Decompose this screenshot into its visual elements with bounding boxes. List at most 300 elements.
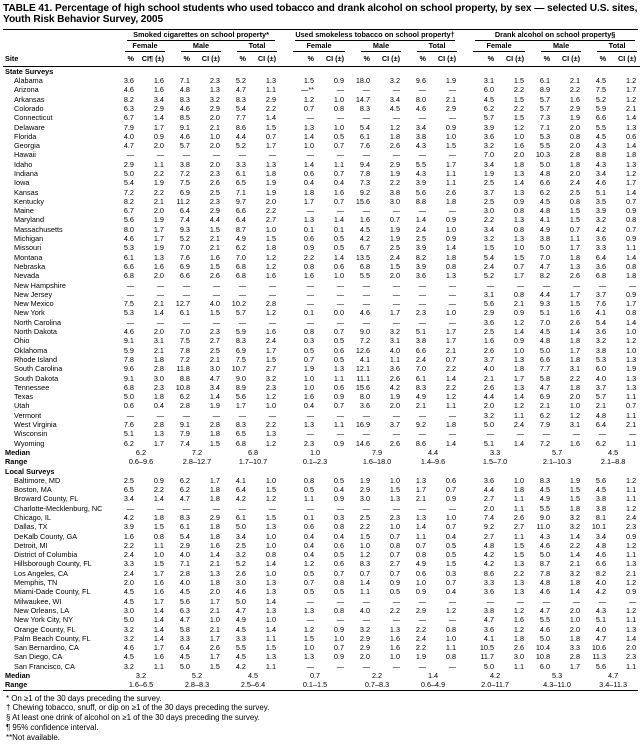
value-cell: 4.8 <box>539 206 551 216</box>
value-cell: 0.4 <box>303 550 315 560</box>
table-row <box>3 429 640 438</box>
value-cell: 2.1 <box>513 299 525 309</box>
site-cell: Rhode Island <box>14 354 58 364</box>
value-cell: 0.7 <box>333 401 345 411</box>
value-cell: 2.7 <box>483 494 495 504</box>
pct-column-header: % <box>227 52 253 66</box>
summary-value-cell: 2.5–6.4 <box>240 680 266 690</box>
subgroup-male-label: Male <box>361 41 401 52</box>
value-cell: 4.2 <box>123 512 134 522</box>
value-cell: 6.7 <box>123 113 134 123</box>
summary-label: Median <box>5 671 31 681</box>
value-cell: 3.7 <box>595 382 607 392</box>
value-cell: 0.7 <box>569 224 581 234</box>
value-cell: 2.0 <box>153 206 164 216</box>
value-cell: 1.3 <box>625 624 637 634</box>
value-cell: 1.0 <box>445 633 457 643</box>
value-cell: — <box>418 299 427 309</box>
value-cell: 1.7 <box>209 475 220 485</box>
value-cell: 2.4 <box>415 633 427 643</box>
value-cell: 5.4 <box>483 252 495 262</box>
value-cell: 4.1 <box>483 633 495 643</box>
site-cell: San Francisco, CA <box>14 661 75 671</box>
value-cell: — <box>362 429 371 439</box>
value-cell: 5.7 <box>235 308 246 318</box>
value-cell: 1.2 <box>513 624 525 634</box>
value-cell: — <box>182 317 190 327</box>
value-cell: 5.1 <box>539 308 551 318</box>
value-cell: 8.2 <box>595 568 607 578</box>
summary-value-cell: 4.3–11.0 <box>543 680 571 690</box>
summary-value-cell: 2.8–8.3 <box>184 680 210 690</box>
summary-value-cell: 4.4 <box>427 447 439 457</box>
value-cell: 3.3 <box>235 633 246 643</box>
value-cell: 1.1 <box>445 401 457 411</box>
value-cell: 0.6 <box>625 131 637 141</box>
value-cell: 2.5 <box>483 178 495 188</box>
value-cell: 4.8 <box>595 540 607 550</box>
table-row <box>3 76 640 85</box>
value-cell: 1.0 <box>303 141 315 151</box>
value-cell: 4.2 <box>389 382 401 392</box>
value-cell: 5.5 <box>539 141 551 151</box>
value-cell: 0.5 <box>303 568 315 578</box>
value-cell: 3.0 <box>123 605 134 615</box>
value-cell: 1.3 <box>265 159 277 169</box>
value-cell: 1.6 <box>303 271 315 281</box>
value-cell: — <box>392 596 401 606</box>
value-cell: 1.1 <box>265 85 277 95</box>
value-cell: 1.8 <box>569 252 581 262</box>
summary-value-cell: 6.8 <box>247 447 259 457</box>
value-cell: 6.1 <box>539 76 551 86</box>
table-title: TABLE 41. Percentage of high school students who used tobacco and drank alcohol on school property, by sex — selected U.S. sites, Youth Risk Behavior Survey, 2005 <box>3 3 638 26</box>
value-cell: 8.8 <box>415 196 427 206</box>
value-cell: 1.0 <box>303 643 315 653</box>
value-cell: 4.2 <box>483 550 495 560</box>
value-cell: 1.3 <box>209 85 220 95</box>
value-cell: 0.7 <box>445 354 457 364</box>
value-cell: — <box>448 280 457 290</box>
value-cell: 6.4 <box>179 206 190 216</box>
value-cell: 0.9 <box>153 131 164 141</box>
value-cell: 0.7 <box>415 540 427 550</box>
value-cell: 2.1 <box>209 234 220 244</box>
value-cell: 1.5 <box>513 540 525 550</box>
summary-value-cell: 0.6–4.9 <box>420 680 446 690</box>
value-cell: 1.6 <box>513 615 525 625</box>
value-cell: — <box>628 429 637 439</box>
value-cell: 3.2 <box>569 512 581 522</box>
value-cell: 2.2 <box>483 215 495 225</box>
value-cell: 2.0 <box>209 159 220 169</box>
value-cell: 2.1 <box>209 624 220 634</box>
value-cell: 1.3 <box>625 159 637 169</box>
site-cell: Milwaukee, WI <box>14 596 62 606</box>
value-cell: — <box>448 429 457 439</box>
value-cell: 2.0 <box>123 578 134 588</box>
table-row <box>3 532 640 541</box>
value-cell: 3.3 <box>235 159 246 169</box>
table-row <box>3 308 640 317</box>
value-cell: 5.0 <box>539 345 551 355</box>
value-cell: — <box>126 503 134 513</box>
table-row <box>3 327 640 336</box>
value-cell: 1.7 <box>625 299 637 309</box>
value-cell: 1.4 <box>265 596 277 606</box>
value-cell: 5.5 <box>235 643 246 653</box>
value-cell: 0.4 <box>303 178 315 188</box>
value-cell: 1.4 <box>569 327 581 337</box>
value-cell: 1.1 <box>445 643 457 653</box>
value-cell: 1.1 <box>333 420 345 430</box>
value-cell: 3.8 <box>539 234 551 244</box>
value-cell: 0.9 <box>445 234 457 244</box>
section-header-row <box>3 67 640 76</box>
value-cell: — <box>448 206 457 216</box>
value-cell: 2.4 <box>569 178 581 188</box>
value-cell: 6.5 <box>123 485 134 495</box>
ci-column-header: CI (±) <box>501 52 531 66</box>
site-cell: Texas <box>14 392 34 402</box>
table-row <box>3 262 640 271</box>
value-cell: 0.8 <box>303 261 315 271</box>
value-cell: 0.5 <box>333 234 345 244</box>
value-cell: 6.8 <box>595 271 607 281</box>
value-cell: 5.4 <box>123 178 134 188</box>
value-cell: 1.2 <box>265 261 277 271</box>
value-cell: 6.1 <box>235 512 246 522</box>
value-cell: 7.3 <box>359 178 371 188</box>
value-cell: 4.0 <box>209 299 220 309</box>
value-cell: 10.8 <box>175 382 190 392</box>
value-cell: — <box>306 317 315 327</box>
value-cell: 2.1 <box>595 401 607 411</box>
value-cell: 4.5 <box>539 196 551 206</box>
value-cell: 4.3 <box>595 141 607 151</box>
value-cell: 1.5 <box>265 485 277 495</box>
value-cell: 0.7 <box>265 131 277 141</box>
value-cell: — <box>182 410 190 420</box>
value-cell: 5.6 <box>415 187 427 197</box>
value-cell: 2.7 <box>389 559 401 569</box>
table-row <box>3 206 640 215</box>
value-cell: 1.2 <box>625 336 637 346</box>
value-cell: — <box>156 410 164 420</box>
value-cell: 8.3 <box>179 512 190 522</box>
value-cell: — <box>268 150 277 160</box>
value-cell: 3.6 <box>595 261 607 271</box>
value-cell: 1.3 <box>513 215 525 225</box>
value-cell: 4.7 <box>595 633 607 643</box>
value-cell: 0.9 <box>513 196 525 206</box>
summary-label: Range <box>5 457 28 467</box>
value-cell: 2.1 <box>625 103 637 113</box>
value-cell: 1.9 <box>569 113 581 123</box>
value-cell: 4.8 <box>539 578 551 588</box>
value-cell: — <box>268 410 277 420</box>
site-cell: Delaware <box>14 122 45 132</box>
value-cell: — <box>238 317 246 327</box>
value-cell: 1.4 <box>265 624 277 634</box>
summary-label: Median <box>5 447 31 457</box>
value-cell: 2.0 <box>513 150 525 160</box>
value-cell: 0.8 <box>625 308 637 318</box>
value-cell: 4.0 <box>359 605 371 615</box>
value-cell: 8.6 <box>483 568 495 578</box>
value-cell: 1.6 <box>359 215 371 225</box>
value-cell: 0.9 <box>333 624 345 634</box>
value-cell: 1.3 <box>513 578 525 588</box>
value-cell: 5.3 <box>123 308 134 318</box>
ci-column-header: CI (±) <box>433 52 463 66</box>
value-cell: 2.9 <box>359 485 371 495</box>
value-cell: 0.9 <box>445 122 457 132</box>
value-cell: 9.2 <box>483 522 495 532</box>
value-cell: 6.4 <box>595 420 607 430</box>
value-cell: 3.3 <box>595 243 607 253</box>
value-cell: 9.1 <box>179 122 190 132</box>
value-cell: 1.7 <box>415 485 427 495</box>
value-cell: —** <box>301 85 315 95</box>
value-cell: 1.1 <box>513 531 525 541</box>
value-cell: 1.2 <box>303 559 315 569</box>
summary-value-cell: 1.7–10.7 <box>238 457 268 467</box>
value-cell: 4.0 <box>123 131 134 141</box>
value-cell: 2.7 <box>265 364 277 374</box>
pct-column-header: % <box>351 52 377 66</box>
value-cell: 2.9 <box>359 633 371 643</box>
value-cell: 2.9 <box>445 103 457 113</box>
value-cell: 1.6 <box>513 141 525 151</box>
value-cell: 8.8 <box>179 373 190 383</box>
value-cell: 4.6 <box>595 550 607 560</box>
value-cell: 1.9 <box>389 224 401 234</box>
value-cell: 5.9 <box>595 103 607 113</box>
value-cell: 2.0 <box>209 587 220 597</box>
value-cell: — <box>392 410 401 420</box>
value-cell: 0.3 <box>445 568 457 578</box>
site-cell: Maine <box>14 206 34 216</box>
value-cell: 1.2 <box>513 317 525 327</box>
value-cell: 0.7 <box>445 578 457 588</box>
value-cell: 6.2 <box>179 475 190 485</box>
group-header-cigarettes <box>115 30 283 41</box>
summary-value-cell: 1.4 <box>427 671 439 681</box>
value-cell: 2.1 <box>483 373 495 383</box>
value-cell: 7.0 <box>415 364 427 374</box>
subgroup-total-label: Total <box>597 41 637 52</box>
value-cell: 0.9 <box>445 215 457 225</box>
value-cell: 1.0 <box>389 475 401 485</box>
value-cell: 3.2 <box>265 373 277 383</box>
value-cell: 4.6 <box>539 624 551 634</box>
value-cell: 2.0 <box>569 141 581 151</box>
value-cell: 1.9 <box>265 178 277 188</box>
value-cell: 0.7 <box>625 196 637 206</box>
value-cell: 4.6 <box>539 587 551 597</box>
value-cell: 2.3 <box>209 169 220 178</box>
value-cell: 3.9 <box>123 522 134 532</box>
value-cell: 1.2 <box>625 540 637 550</box>
value-cell: — <box>268 503 277 513</box>
ci-column-header: CI (±) <box>321 52 351 66</box>
value-cell: 1.7 <box>569 345 581 355</box>
value-cell: 2.0 <box>209 141 220 151</box>
value-cell: 8.7 <box>539 559 551 569</box>
value-cell: 1.3 <box>415 512 427 522</box>
table-row <box>3 113 640 122</box>
value-cell: 3.0 <box>153 373 164 383</box>
value-cell: — <box>182 150 190 160</box>
value-cell: 1.5 <box>209 224 220 234</box>
site-cell: Montana <box>14 252 43 262</box>
value-cell: 2.4 <box>513 420 525 430</box>
value-cell: 0.5 <box>445 550 457 560</box>
value-cell: 2.5 <box>235 540 246 550</box>
value-cell: 9.6 <box>415 76 427 86</box>
value-cell: 7.0 <box>179 243 190 253</box>
value-cell: 2.0 <box>153 141 164 151</box>
value-cell: 4.6 <box>123 327 134 337</box>
value-cell: 4.9 <box>539 494 551 504</box>
value-cell: 6.8 <box>235 438 246 448</box>
value-cell: — <box>362 113 371 123</box>
value-cell: 7.9 <box>123 122 134 132</box>
value-cell: — <box>392 317 401 327</box>
value-cell: 3.8 <box>179 159 190 169</box>
value-cell: — <box>392 289 401 299</box>
value-cell: 6.0 <box>595 364 607 374</box>
value-cell: 14.6 <box>355 438 371 448</box>
value-cell: — <box>418 596 427 606</box>
site-cell: Los Angeles, CA <box>14 568 68 578</box>
value-cell: 0.8 <box>625 261 637 271</box>
value-cell: 1.3 <box>513 234 525 244</box>
value-cell: — <box>392 113 401 123</box>
value-cell: 1.4 <box>153 308 164 318</box>
value-cell: 0.8 <box>569 131 581 141</box>
value-cell: 1.8 <box>209 578 220 588</box>
site-cell: Kansas <box>14 187 39 197</box>
site-cell: Dallas, TX <box>14 522 48 532</box>
value-cell: 1.8 <box>513 633 525 643</box>
value-cell: — <box>126 410 134 420</box>
value-cell: 1.4 <box>625 113 637 123</box>
group-header-cigarettes-label: Smoked cigarettes on school property* <box>127 30 275 41</box>
value-cell: 0.5 <box>333 243 345 253</box>
value-cell: 1.0 <box>513 475 525 485</box>
value-cell: 0.5 <box>333 131 345 141</box>
value-cell: 7.7 <box>539 364 551 374</box>
value-cell: 1.7 <box>153 596 164 606</box>
value-cell: 10.1 <box>591 522 607 532</box>
value-cell: — <box>598 429 607 439</box>
value-cell: 4.8 <box>483 540 495 550</box>
value-cell: 1.4 <box>265 113 277 123</box>
value-cell: 2.2 <box>569 373 581 383</box>
value-cell: 5.5 <box>539 503 551 513</box>
value-cell: 1.3 <box>513 187 525 197</box>
value-cell: 0.8 <box>333 578 345 588</box>
value-cell: 1.5 <box>153 559 164 569</box>
value-cell: 2.6 <box>513 643 525 653</box>
value-cell: 1.4 <box>445 373 457 383</box>
value-cell: 1.7 <box>625 85 637 95</box>
value-cell: — <box>362 317 371 327</box>
value-cell: 8.3 <box>359 103 371 113</box>
value-cell: 1.1 <box>625 494 637 504</box>
value-cell: 4.1 <box>539 215 551 225</box>
value-cell: 1.0 <box>445 308 457 318</box>
value-cell: 2.2 <box>415 643 427 653</box>
site-cell: Oklahoma <box>14 345 48 355</box>
value-cell: 2.8 <box>265 299 277 309</box>
value-cell: 0.6 <box>333 559 345 569</box>
value-cell: 3.8 <box>595 345 607 355</box>
group-header-alcohol <box>463 30 640 41</box>
value-cell: 1.2 <box>625 94 637 104</box>
value-cell: 2.0 <box>359 652 371 662</box>
value-cell: — <box>418 503 427 513</box>
value-cell: 1.4 <box>569 550 581 560</box>
value-cell: 1.4 <box>209 392 220 402</box>
value-cell: 1.7 <box>569 661 581 671</box>
value-cell: 4.9 <box>415 392 427 402</box>
table-row <box>3 95 640 104</box>
value-cell: 6.7 <box>123 206 134 216</box>
site-cell: Massachusetts <box>14 224 63 234</box>
value-cell: 1.4 <box>333 215 345 225</box>
value-cell: 0.5 <box>333 550 345 560</box>
value-cell: 6.3 <box>179 605 190 615</box>
value-cell: 0.7 <box>389 568 401 578</box>
value-cell: 1.5 <box>513 113 525 123</box>
value-cell: 0.6 <box>303 169 315 178</box>
value-cell: 3.8 <box>389 187 401 197</box>
value-cell: 7.7 <box>235 113 246 123</box>
value-cell: 3.0 <box>359 494 371 504</box>
value-cell: 2.6 <box>513 512 525 522</box>
value-cell: 0.7 <box>333 327 345 337</box>
value-cell: 2.2 <box>389 605 401 615</box>
value-cell: 2.6 <box>209 643 220 653</box>
value-cell: 6.8 <box>235 261 246 271</box>
value-cell: 1.0 <box>153 550 164 560</box>
value-cell: 1.7 <box>569 289 581 299</box>
value-cell: 0.7 <box>303 578 315 588</box>
value-cell: 4.7 <box>539 261 551 271</box>
value-cell: 5.5 <box>415 159 427 169</box>
value-cell: 4.6 <box>539 540 551 550</box>
value-cell: 1.7 <box>513 373 525 383</box>
summary-value-cell: 1.6–18.0 <box>362 457 392 467</box>
value-cell: 0.9 <box>333 392 345 402</box>
value-cell: 0.9 <box>333 438 345 448</box>
value-cell: 1.5 <box>513 76 525 86</box>
value-cell: 1.4 <box>625 633 637 643</box>
value-cell: 1.3 <box>513 382 525 392</box>
value-cell: 1.1 <box>625 615 637 625</box>
value-cell: 1.7 <box>153 234 164 244</box>
value-cell: 7.6 <box>359 141 371 151</box>
value-cell: 1.7 <box>445 159 457 169</box>
value-cell: 4.6 <box>359 308 371 318</box>
value-cell: 3.1 <box>569 364 581 374</box>
value-cell: 5.1 <box>123 429 134 439</box>
value-cell: 6.6 <box>539 354 551 364</box>
value-cell: 1.0 <box>265 224 277 234</box>
